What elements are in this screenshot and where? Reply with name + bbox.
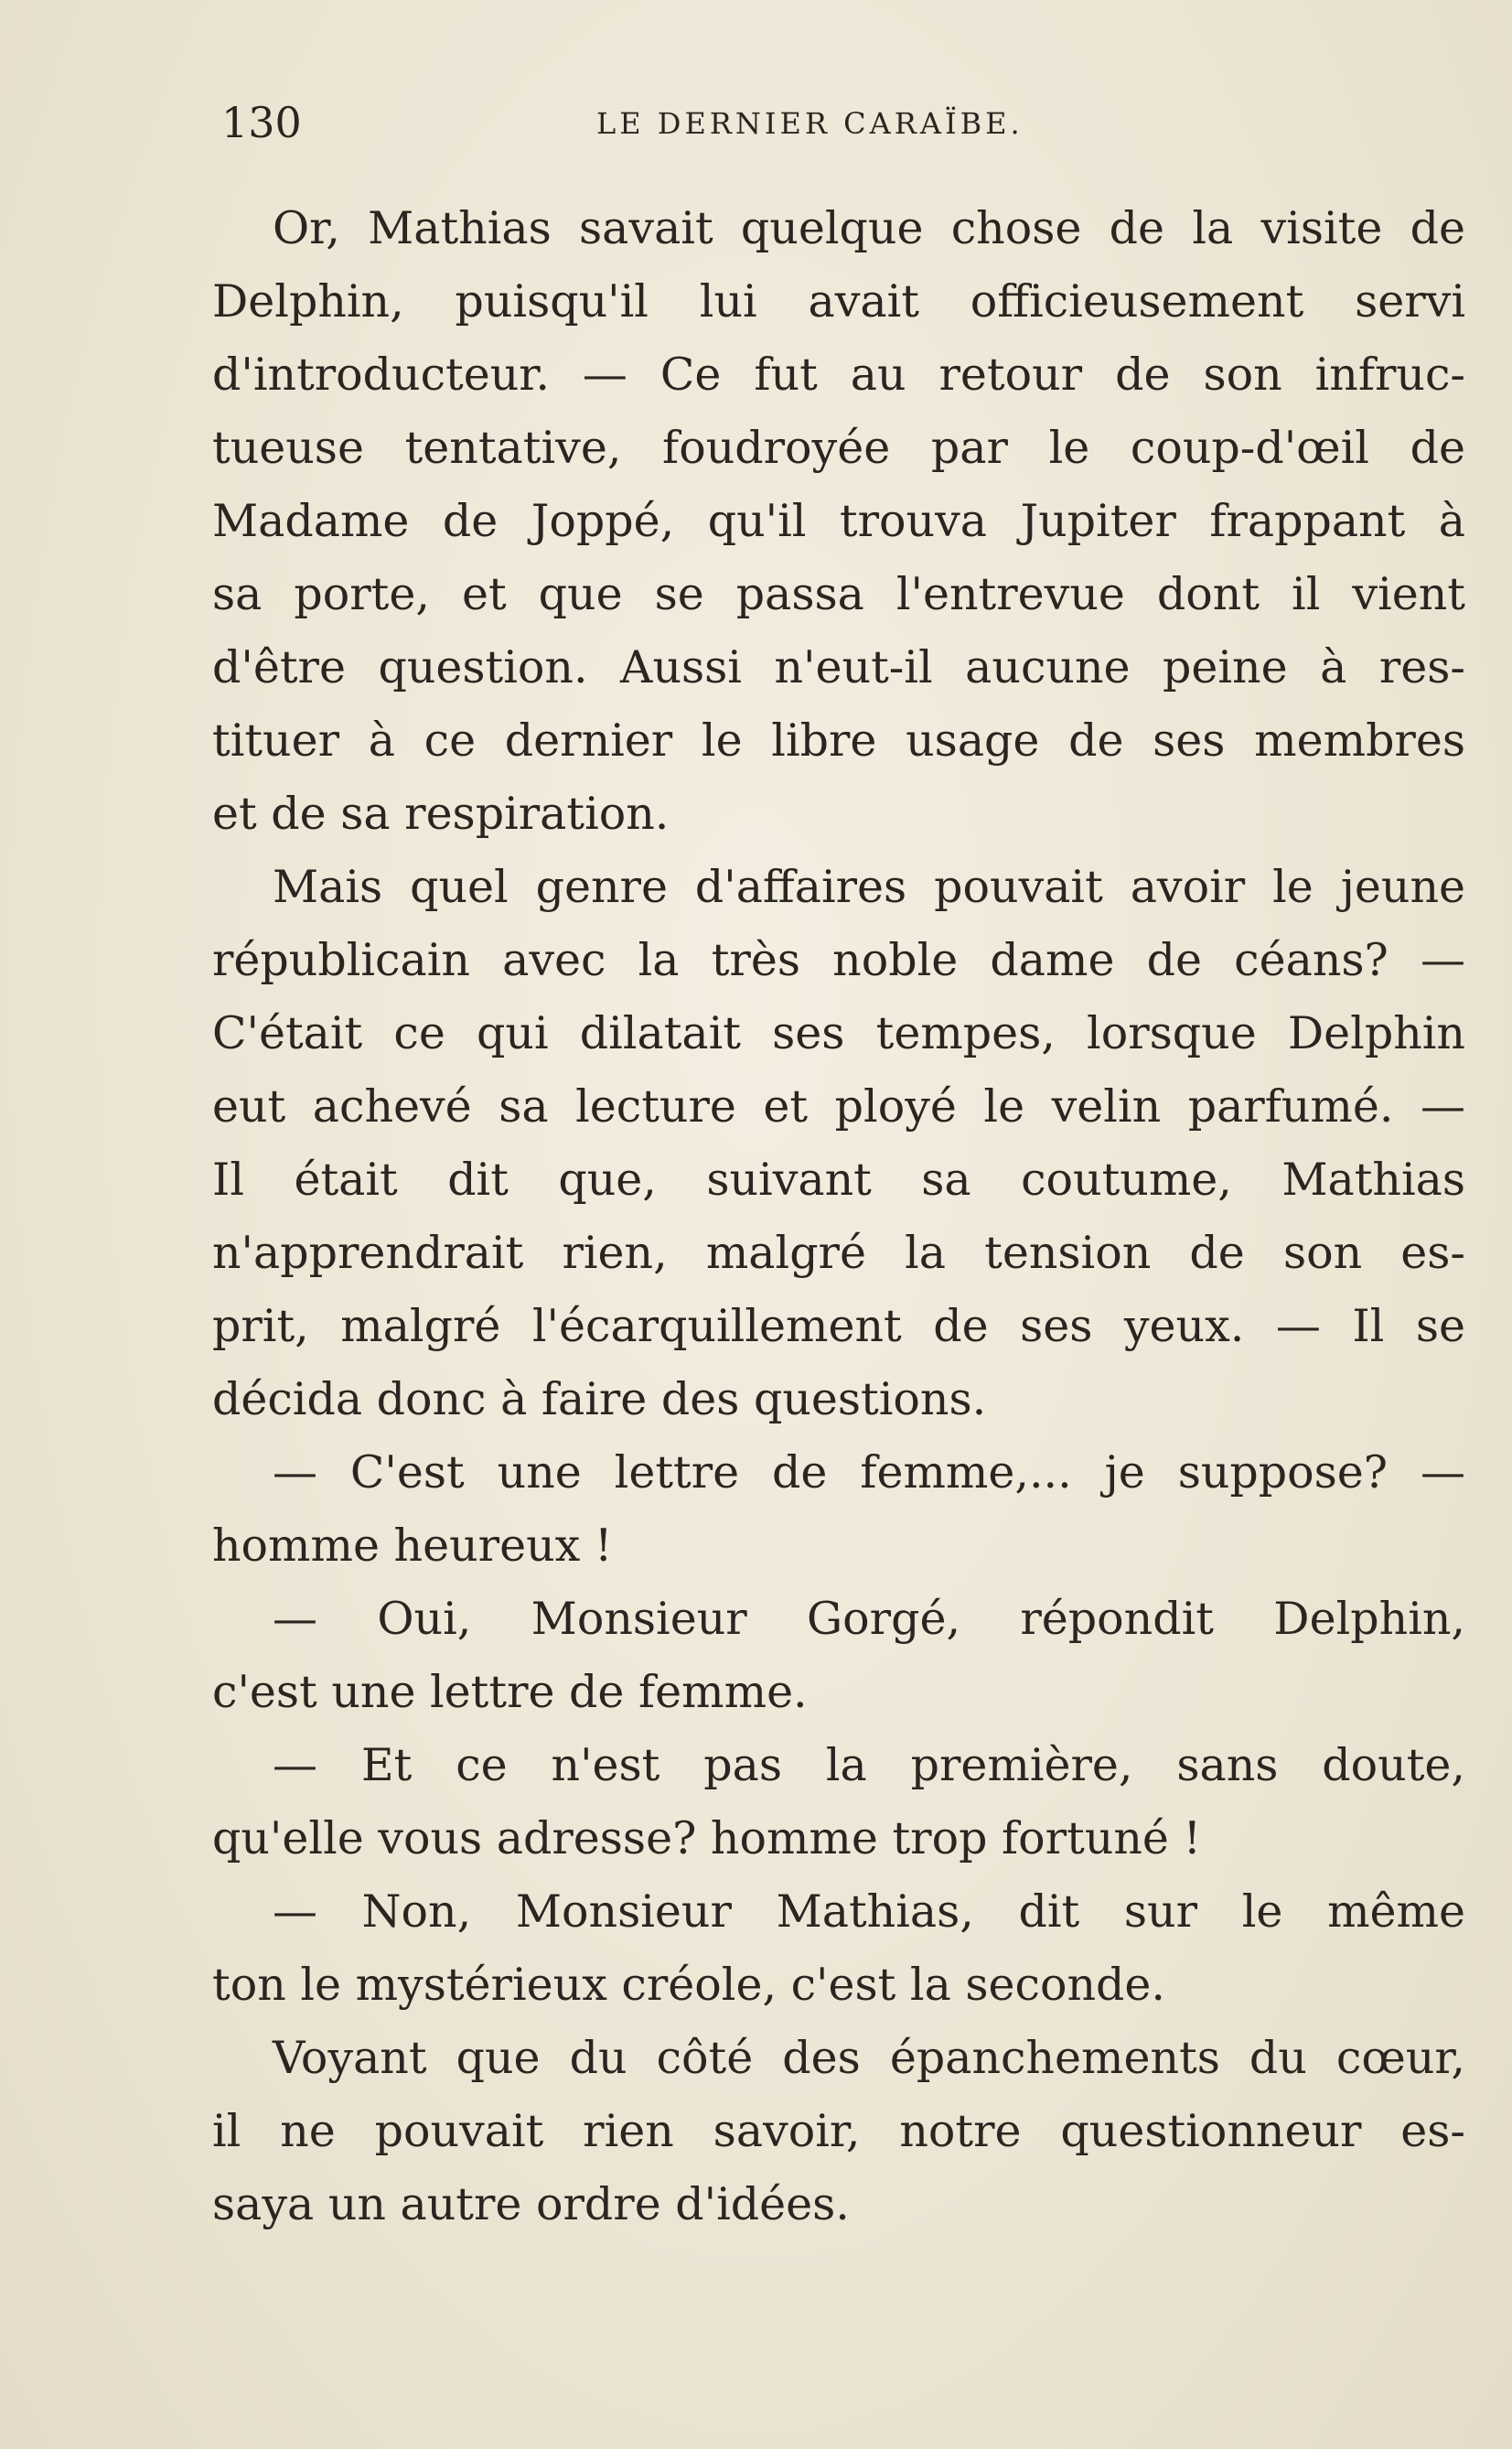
body-text: [212, 192, 1465, 2241]
text-line: Mais quel genre d'affaires pouvait avoir le jeune: [273, 861, 1465, 913]
running-title: LE DERNIER CARAÏBE.: [596, 106, 1024, 141]
text-line: — Oui, Monsieur Gorgé, répondit Delphin,: [273, 1593, 1465, 1645]
text-line: — Non, Monsieur Mathias, dit sur le même: [273, 1885, 1465, 1938]
text-line: d'introducteur. — Ce fut au retour de son infruc-: [212, 349, 1465, 401]
text-line: d'être question. Aussi n'eut-il aucune peine à res-: [212, 641, 1465, 693]
text-line: tituer à ce dernier le libre usage de ses membres: [212, 714, 1465, 767]
text-line: Il était dit que, suivant sa coutume, Mathias: [212, 1154, 1465, 1206]
text-line: — C'est une lettre de femme,... je suppose? —: [273, 1446, 1465, 1498]
text-line: Madame de Joppé, qu'il trouva Jupiter frappant à: [212, 495, 1465, 547]
text-line: sa porte, et que se passa l'entrevue dont il vient: [212, 568, 1465, 620]
page-header: [212, 95, 1465, 150]
text-line: tueuse tentative, foudroyée par le coup-d'œil de: [212, 422, 1465, 474]
text-line: eut achevé sa lecture et ployé le velin parfumé. —: [212, 1080, 1465, 1133]
text-line: Voyant que du côté des épanchements du cœur,: [273, 2032, 1465, 2084]
text-line: Or, Mathias savait quelque chose de la visite de: [273, 202, 1465, 254]
text-line: n'apprendrait rien, malgré la tension de son es-: [212, 1227, 1465, 1279]
text-line: saya un autre ordre d'idées.: [212, 2178, 850, 2230]
text-line: ton le mystérieux créole, c'est la seconde.: [212, 1959, 1165, 2011]
text-line: qu'elle vous adresse? homme trop fortuné !: [212, 1812, 1202, 1864]
text-line: C'était ce qui dilatait ses tempes, lorsque Delphin: [212, 1007, 1465, 1059]
text-line: — Et ce n'est pas la première, sans doute,: [273, 1739, 1465, 1791]
text-line: il ne pouvait rien savoir, notre questionneur es-: [212, 2105, 1465, 2157]
text-line: Delphin, puisqu'il lui avait officieusement servi: [212, 275, 1465, 328]
text-line: et de sa respiration.: [212, 788, 670, 840]
text-line: républicain avec la très noble dame de céans? —: [212, 934, 1465, 986]
page-number: 130: [221, 98, 302, 147]
text-line: prit, malgré l'écarquillement de ses yeux. — Il se: [212, 1300, 1465, 1352]
text-line: c'est une lettre de femme.: [212, 1666, 808, 1718]
text-line: homme heureux !: [212, 1520, 613, 1572]
text-line: décida donc à faire des questions.: [212, 1373, 987, 1425]
